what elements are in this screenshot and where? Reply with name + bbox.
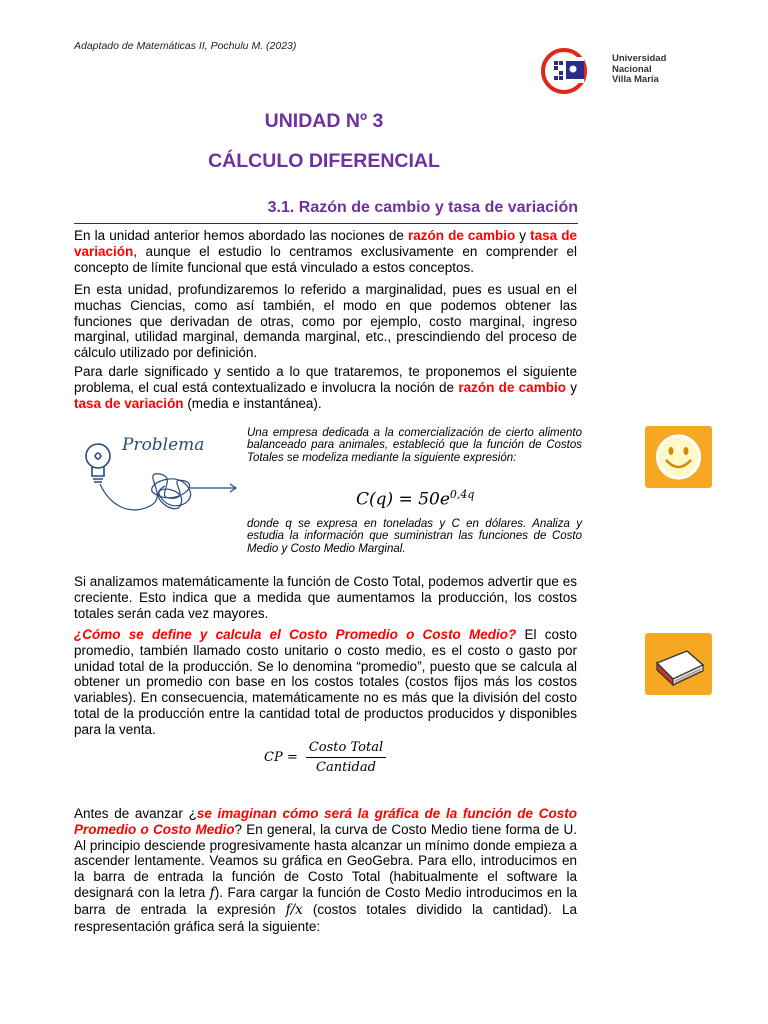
average-cost-formula: CP = $\frac{\text{Costo Total}}{\text{Cantidad}}$: [264, 740, 386, 775]
cost-function-formula: $C(q) = 50e^{0,4q}$: [356, 488, 475, 510]
problem-statement: Una empresa dedicada a la comercialización de cierto alimento balanceado para animales, estableció que la función de Costos Totales se modeliza mediante la siguiente expresión:: [247, 427, 582, 464]
paragraph-graph-intro: Antes de avanzar ¿se imaginan cómo será la gráfica de la función de Costo Promedio o Costo Medio? En general, la curva de Costo Medio tiene forma de U. Al principio desciende progresivamente hasta alcanzar un mínimo donde empieza a ascender lentamente. Veamos su gráfica en GeoGebra. Para ello, introducimos en la barra de entrada la función de Costo Total (habitualmente el software la designará con la letra f). Fara cargar la función de Costo Medio introducimos en la barra de entrada la expresión f/x (costos totales dividido la cantidad). La respresentación gráfica será la siguiente:: [74, 806, 577, 934]
paragraph-intro: En la unidad anterior hemos abordado las nociones de razón de cambio y tasa de variación, aunque el estudio lo centramos exclusivamente en comprender el concepto de límite funcional que está vinculado a estos conceptos.: [74, 228, 577, 275]
paragraph-average-cost: ¿Cómo se define y calcula el Costo Promedio o Costo Medio? El costo promedio, también llamado costo unitario o costo medio, es el costo o gasto por unidad total de la producción. Se lo denomina “promedio”, puesto que se calcula al obtener un promedio con base en los costos totales (costos fijos más los costos variables). En consecuencia, matemáticamente no es más que la división del costo total de la producción entre la cantidad total de productos producidos y disponibles para la venta.: [74, 627, 577, 737]
paragraph-problem-intro: Para darle significado y sentido a lo que trataremos, te proponemos el siguiente problema, el cual está contextualizado e involucra la noción de razón de cambio y tasa de variación (media e instantánea).: [74, 364, 577, 411]
book-icon: [645, 633, 712, 695]
smiley-icon: [645, 426, 712, 488]
problem-illustration: [80, 426, 240, 522]
header-citation: Adaptado de Matemáticas II, Pochulu M. (2023): [74, 40, 297, 52]
problem-note: donde q se expresa en toneladas y C en dólares. Analiza y estudia la información que suministran las funciones de Costo Medio y Costo Medio Marginal.: [247, 518, 582, 555]
university-logo: [540, 47, 680, 95]
unit-title: UNIDAD Nº 3: [264, 110, 384, 132]
section-heading: 3.1. Razón de cambio y tasa de variación: [74, 199, 578, 224]
logo-mark-icon: [540, 47, 604, 95]
paragraph-marginality: En esta unidad, profundizaremos lo referido a marginalidad, pues es usual en el muchas Ciencias, como así también, el modo en que podemos obtener las funciones que derivadan de otras, como por ejemplo, costo marginal, ingreso marginal, utilidad marginal, demanda marginal, etc., prescindiendo del proceso de cálculo utilizado por definición.: [74, 282, 577, 361]
svg-text:Problema: Problema: [122, 435, 205, 455]
lightbulb-icon: [86, 444, 110, 482]
logo-text: Universidad Nacional Villa María: [612, 53, 667, 85]
paragraph-increasing-cost: Si analizamos matemáticamente la función de Costo Total, podemos advertir que es creciente. Esto indica que a medida que aumentamos la producción, los costos totales serán cada vez mayores.: [74, 574, 577, 621]
subject-title: CÁLCULO DIFERENCIAL: [208, 150, 440, 172]
